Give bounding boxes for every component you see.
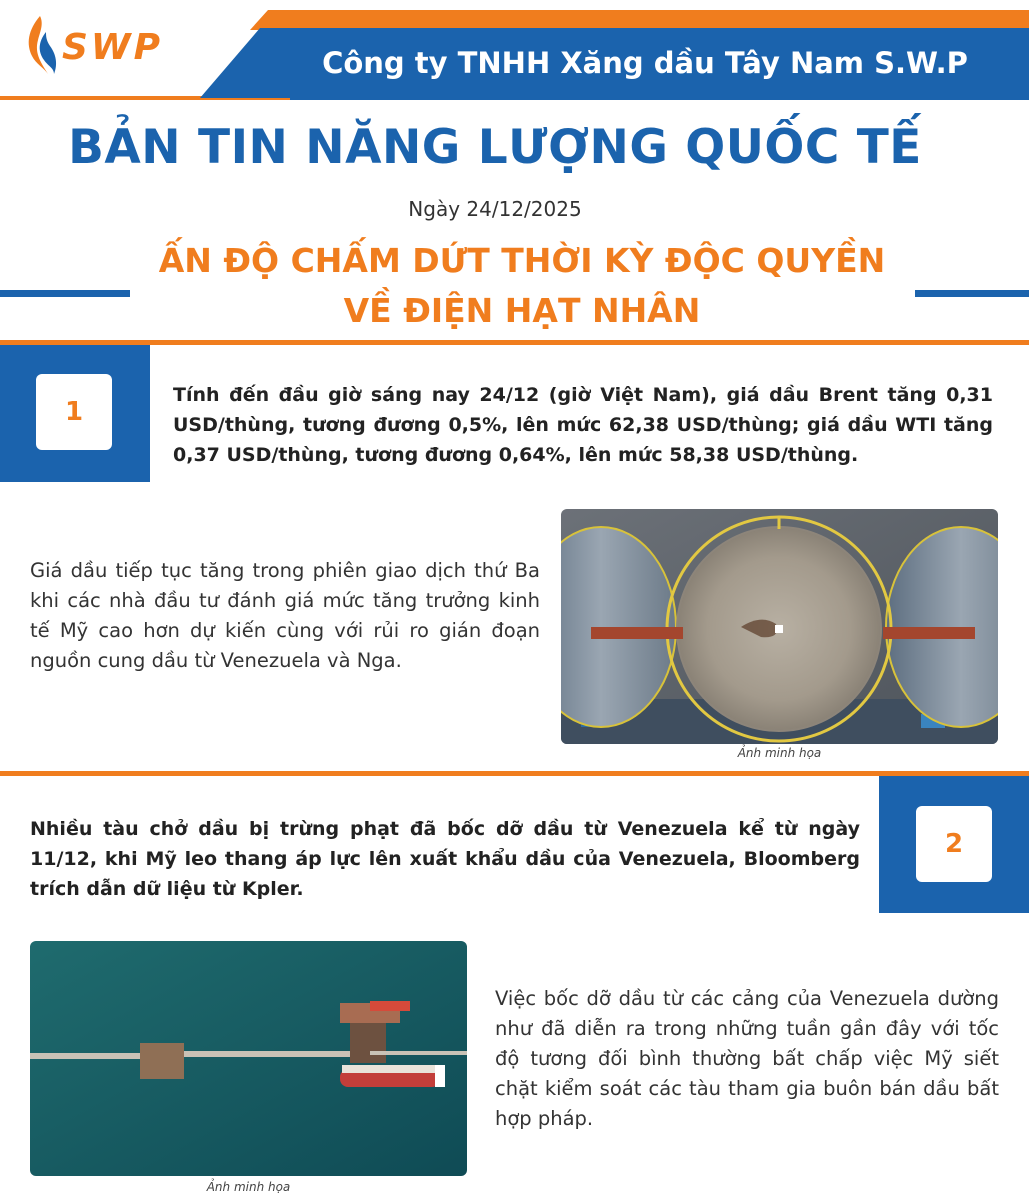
flame-logo-icon	[24, 14, 60, 76]
headline-line-1: ẤN ĐỘ CHẤM DỨT THỜI KỲ ĐỘC QUYỀN	[158, 241, 886, 280]
section-1-lead: Tính đến đầu giờ sáng nay 24/12 (giờ Việt Nam), giá dầu Brent tăng 0,31 USD/thùng, tương đương 0,5%, lên mức 62,38 USD/thùng; giá dầu WTI tăng 0,37 USD/thùng, tương đương 0,64%, lên mức 58,38 USD/thùng.	[173, 384, 993, 466]
section-1-photo-oil-tanks	[561, 509, 998, 744]
section-2-photo-tanker-pier	[30, 941, 467, 1176]
bulletin-date: Ngày 24/12/2025	[408, 197, 582, 221]
section-1-number: 1	[36, 374, 112, 450]
section-2-caption: Ảnh minh họa	[206, 1180, 291, 1194]
headline-bar-left	[0, 290, 130, 297]
bulletin-title: BẢN TIN NĂNG LƯỢNG QUỐC TẾ	[68, 120, 922, 175]
section-divider-2	[0, 771, 1029, 776]
section-2-number: 2	[916, 806, 992, 882]
section-1-caption: Ảnh minh họa	[737, 746, 822, 760]
headline-line-2: VỀ ĐIỆN HẠT NHÂN	[343, 291, 701, 330]
logo-text: SWP	[62, 27, 164, 68]
section-1-body: Giá dầu tiếp tục tăng trong phiên giao dịch thứ Ba khi các nhà đầu tư đánh giá mức tăng trưởng kinh tế Mỹ cao hơn dự kiến cùng với rủi ro gián đoạn nguồn cung dầu từ Venezuela và Nga.	[30, 559, 540, 672]
section-2-lead: Nhiều tàu chở dầu bị trừng phạt đã bốc dỡ dầu từ Venezuela kể từ ngày 11/12, khi Mỹ leo thang áp lực lên xuất khẩu dầu của Venezuela, Bloomberg trích dẫn dữ liệu từ Kpler.	[30, 818, 860, 900]
headline-bar-right	[915, 290, 1029, 297]
header-orange-stripe	[250, 10, 1029, 30]
headline	[130, 236, 914, 336]
company-name: Công ty TNHH Xăng dầu Tây Nam S.W.P	[322, 46, 968, 80]
section-2-body: Việc bốc dỡ dầu từ các cảng của Venezuela dường như đã diễn ra trong những tuần gần đây với tốc độ tương đối bình thường bất chấp việc Mỹ siết chặt kiểm soát các tàu tham gia buôn bán dầu bất hợp pháp.	[495, 987, 999, 1130]
section-divider	[0, 340, 1029, 345]
